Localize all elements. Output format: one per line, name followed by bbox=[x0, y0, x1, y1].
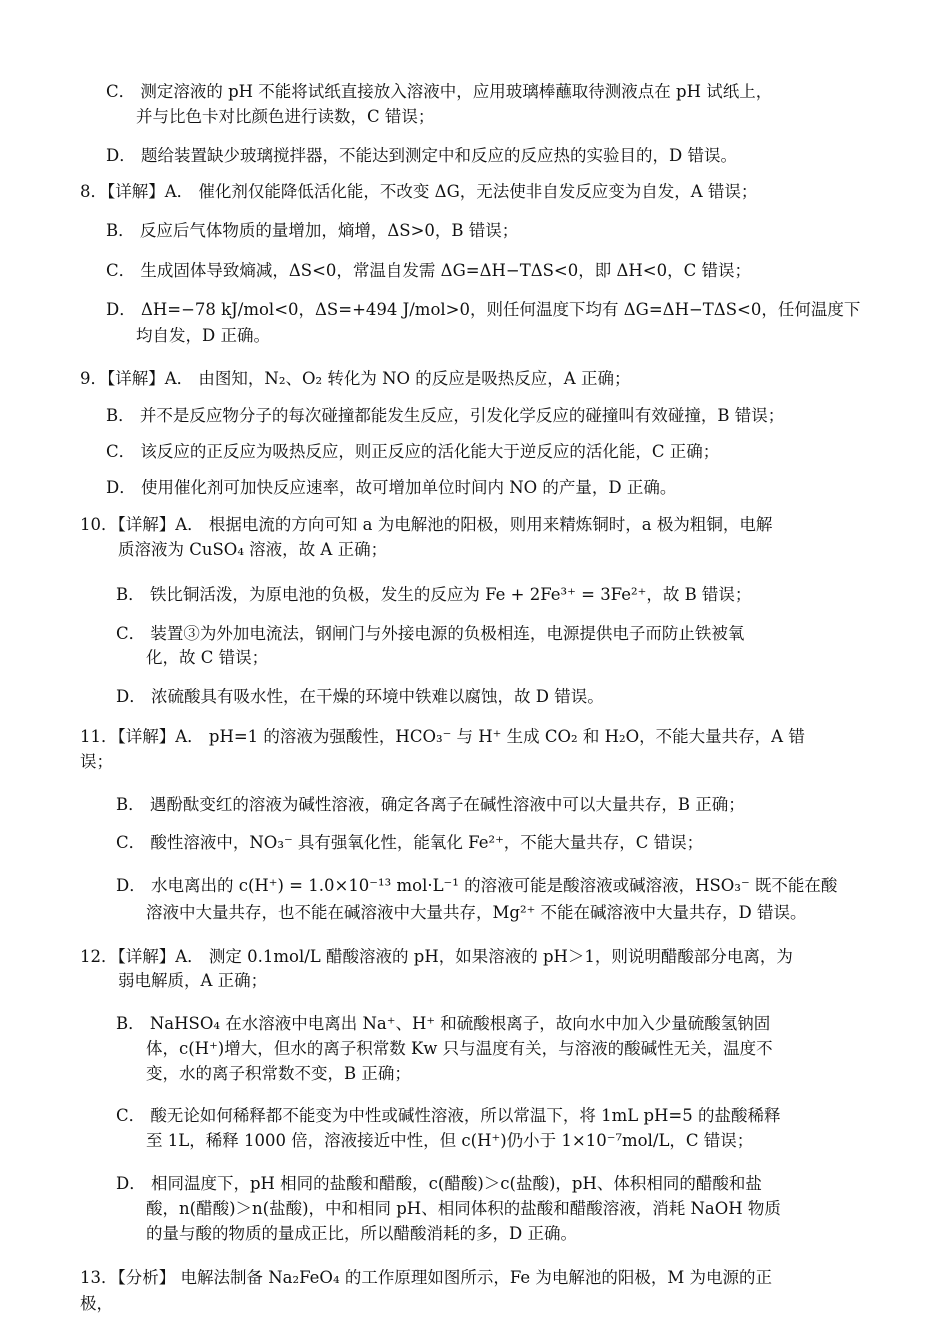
answer-line: D． 题给装置缺少玻璃搅拌器，不能达到测定中和反应的反应热的实验目的，D 错误。 bbox=[106, 146, 737, 165]
answer-line: B． 并不是反应物分子的每次碰撞都能发生反应，引发化学反应的碰撞叫有效碰撞，B 错误； bbox=[106, 406, 785, 425]
answer-line: 变，水的离子积常数不变，B 正确； bbox=[146, 1064, 411, 1083]
answer-line: 酸，n(醋酸)＞n(盐酸)，中和相同 pH、相同体积的盐酸和醋酸溶液，消耗 NaOH 物质 bbox=[146, 1199, 781, 1218]
answer-line: C． 生成固体导致熵减，ΔS<0，常温自发需 ΔG=ΔH−TΔS<0，即 ΔH<0，C 错误； bbox=[106, 261, 751, 280]
answer-line: C． 测定溶液的 pH 不能将试纸直接放入溶液中，应用玻璃棒蘸取待测液点在 pH 试纸上， bbox=[106, 82, 773, 101]
answer-line: B． 遇酚酞变红的溶液为碱性溶液，确定各离子在碱性溶液中可以大量共存，B 正确； bbox=[116, 795, 745, 814]
answer-line: D． 使用催化剂可加快反应速率，故可增加单位时间内 NO 的产量，D 正确。 bbox=[106, 478, 677, 497]
question-13-heading: 13．【分析】 电解法制备 Na₂FeO₄ 的工作原理如图所示，Fe 为电解池的阳极，M 为电源的正 bbox=[80, 1268, 773, 1287]
question-8-heading: 8．【详解】A． 催化剂仅能降低活化能，不改变 ΔG，无法使非自发反应变为自发，A 错误； bbox=[80, 182, 758, 201]
question-10-heading: 10．【详解】A． 根据电流的方向可知 a 为电解池的阳极，则用来精炼铜时，a 极为粗铜，电解 bbox=[80, 515, 773, 534]
answer-line: B． 铁比铜活泼，为原电池的负极，发生的反应为 Fe + 2Fe³⁺ = 3Fe²⁺，故 B 错误； bbox=[116, 585, 752, 604]
question-12-heading-cont: 弱电解质，A 正确； bbox=[118, 971, 268, 990]
question-11-heading-cont: 误； bbox=[80, 752, 113, 771]
answer-line: D． 水电离出的 c(H⁺) = 1.0×10⁻¹³ mol·L⁻¹ 的溶液可能是酸溶液或碱溶液，HSO₃⁻ 既不能在酸 bbox=[116, 876, 838, 895]
question-13-heading-cont: 极， bbox=[80, 1294, 113, 1313]
answer-line: 化，故 C 错误； bbox=[146, 648, 269, 667]
answer-line: B． 反应后气体物质的量增加，熵增，ΔS>0，B 错误； bbox=[106, 221, 519, 240]
question-10-heading-cont: 质溶液为 CuSO₄ 溶液，故 A 正确； bbox=[118, 540, 388, 559]
answer-line: 均自发，D 正确。 bbox=[136, 326, 270, 345]
answer-line: 溶液中大量共存，也不能在碱溶液中大量共存，Mg²⁺ 不能在碱溶液中大量共存，D 错误。 bbox=[146, 903, 807, 922]
question-11-heading: 11．【详解】A． pH=1 的溶液为强酸性，HCO₃⁻ 与 H⁺ 生成 CO₂ 和 H₂O，不能大量共存，A 错 bbox=[80, 727, 805, 746]
answer-line: D． ΔH=−78 kJ/mol<0，ΔS=+494 J/mol>0，则任何温度下均有 ΔG=ΔH−TΔS<0，任何温度下 bbox=[106, 300, 861, 319]
answer-line: 并与比色卡对比颜色进行读数，C 错误； bbox=[136, 107, 435, 126]
answer-line: C． 酸无论如何稀释都不能变为中性或碱性溶液，所以常温下，将 1mL pH=5 的盐酸稀释 bbox=[116, 1106, 781, 1125]
answer-line: D． 相同温度下，pH 相同的盐酸和醋酸，c(醋酸)＞c(盐酸)，pH、体积相同的醋酸和盐 bbox=[116, 1174, 762, 1193]
answer-line: 至 1L，稀释 1000 倍，溶液接近中性，但 c(H⁺)仍小于 1×10⁻⁷mol/L，C 错误； bbox=[146, 1131, 754, 1150]
answer-line: 的量与酸的物质的量成正比，所以醋酸消耗的多，D 正确。 bbox=[146, 1224, 577, 1243]
answer-line: 体，c(H⁺)增大，但水的离子积常数 Kw 只与温度有关，与溶液的酸碱性无关，温度不 bbox=[146, 1039, 773, 1058]
answer-line: B． NaHSO₄ 在水溶液中电离出 Na⁺、H⁺ 和硫酸根离子，故向水中加入少量硫酸氢钠固 bbox=[116, 1014, 771, 1033]
answer-line: C． 酸性溶液中，NO₃⁻ 具有强氧化性，能氧化 Fe²⁺，不能大量共存，C 错误； bbox=[116, 833, 704, 852]
question-12-heading: 12．【详解】A． 测定 0.1mol/L 醋酸溶液的 pH，如果溶液的 pH＞1，则说明醋酸部分电离，为 bbox=[80, 947, 793, 966]
question-9-heading: 9．【详解】A． 由图知，N₂、O₂ 转化为 NO 的反应是吸热反应，A 正确； bbox=[80, 369, 631, 388]
answer-line: D． 浓硫酸具有吸水性，在干燥的环境中铁难以腐蚀，故 D 错误。 bbox=[116, 687, 604, 706]
answer-line: C． 该反应的正反应为吸热反应，则正反应的活化能大于逆反应的活化能，C 正确； bbox=[106, 442, 720, 461]
answer-line: C． 装置③为外加电流法，钢闸门与外接电源的负极相连，电源提供电子而防止铁被氧 bbox=[116, 624, 745, 643]
